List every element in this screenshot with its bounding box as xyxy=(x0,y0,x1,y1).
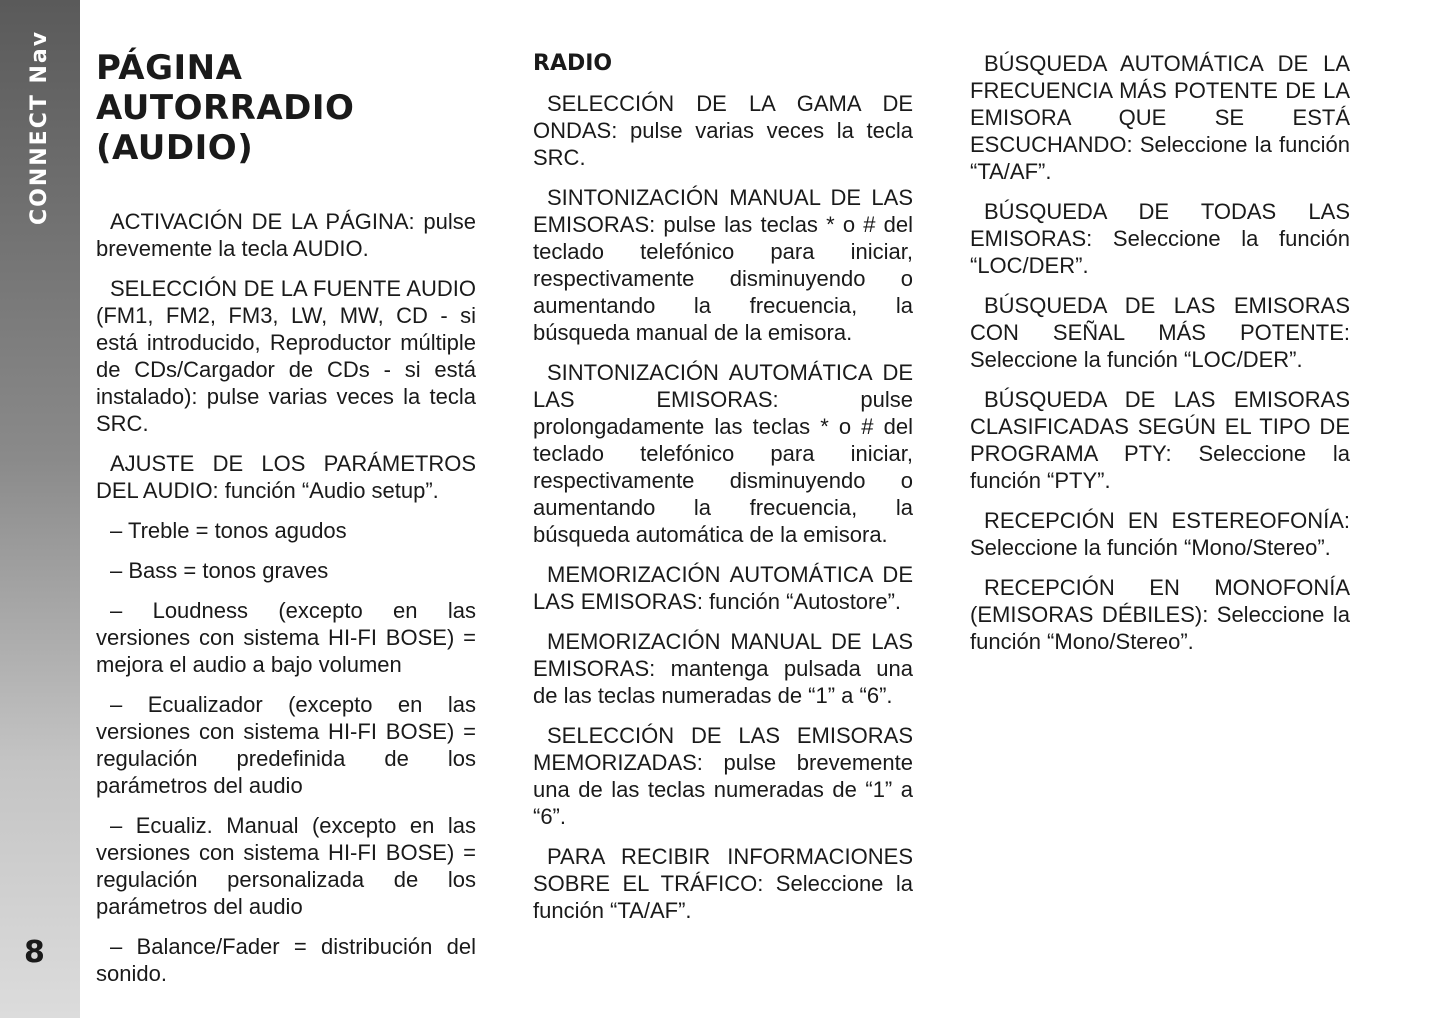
paragraph-traffic-info: PARA RECIBIR INFORMACIONES SOBRE EL TRÁFICO: Seleccione la función “TA/AF”. xyxy=(533,844,913,923)
page-title-line-2: AUTORRADIO xyxy=(96,88,355,128)
paragraph-all-stations: BÚSQUEDA DE TODAS LAS EMISORAS: Seleccione la función “LOC/DER”. xyxy=(970,199,1350,278)
list-item-balance-fader: – Balance/Fader = distribución del sonido. xyxy=(96,934,476,986)
paragraph-pty: BÚSQUEDA DE LAS EMISORAS CLASIFICADAS SEGÚN EL TIPO DE PROGRAMA PTY: Seleccione la función “PTY”. xyxy=(970,387,1350,493)
paragraph-preset-selection: SELECCIÓN DE LAS EMISORAS MEMORIZADAS: pulse brevemente una de las teclas numeradas de “1” a “6”. xyxy=(533,723,913,829)
list-item-equalizer: – Ecualizador (excepto en las versiones con sistema HI-FI BOSE) = regulación predefinida de los parámetros del audio xyxy=(96,692,476,798)
paragraph-audio-source: SELECCIÓN DE LA FUENTE AUDIO (FM1, FM2, FM3, LW, MW, CD - si está introducido, Reproductor múltiple de CDs/Cargador de CDs - si está instalado): pulse varias veces la tecla SRC. xyxy=(96,276,476,436)
paragraph-activation: ACTIVACIÓN DE LA PÁGINA: pulse brevemente la tecla AUDIO. xyxy=(96,209,476,261)
paragraph-autostore: MEMORIZACIÓN AUTOMÁTICA DE LAS EMISORAS: función “Autostore”. xyxy=(533,562,913,614)
list-item-loudness: – Loudness (excepto en las versiones con sistema HI-FI BOSE) = mejora el audio a bajo volumen xyxy=(96,598,476,677)
paragraph-band-selection: SELECCIÓN DE LA GAMA DE ONDAS: pulse varias veces la tecla SRC. xyxy=(533,91,913,170)
page-title-line-1: PÁGINA xyxy=(96,48,243,88)
column-search xyxy=(970,50,1350,668)
column-audio xyxy=(96,48,476,1000)
paragraph-mono: RECEPCIÓN EN MONOFONÍA (EMISORAS DÉBILES): Seleccione la función “Mono/Stereo”. xyxy=(970,575,1350,654)
sidebar-title: CONNECT Nav xyxy=(27,29,52,225)
paragraph-manual-tuning: SINTONIZACIÓN MANUAL DE LAS EMISORAS: pulse las teclas * o # del teclado telefónico para iniciar, respectivamente disminuyendo o aumentando la frecuencia, la búsqueda manual de la emisora. xyxy=(533,185,913,345)
paragraph-audio-settings: AJUSTE DE LOS PARÁMETROS DEL AUDIO: función “Audio setup”. xyxy=(96,451,476,503)
paragraph-strong-stations: BÚSQUEDA DE LAS EMISORAS CON SEÑAL MÁS POTENTE: Seleccione la función “LOC/DER”. xyxy=(970,293,1350,372)
list-item-treble: – Treble = tonos agudos xyxy=(110,518,347,543)
page-title-line-3: (AUDIO) xyxy=(96,128,254,168)
paragraph-stereo: RECEPCIÓN EN ESTEREOFONÍA: Seleccione la función “Mono/Stereo”. xyxy=(970,508,1350,560)
section-heading-radio: RADIO xyxy=(533,51,613,76)
paragraph-af-search: BÚSQUEDA AUTOMÁTICA DE LA FRECUENCIA MÁS POTENTE DE LA EMISORA QUE SE ESTÁ ESCUCHANDO: Seleccione la función “TA/AF”. xyxy=(970,51,1350,184)
paragraph-manual-memory: MEMORIZACIÓN MANUAL DE LAS EMISORAS: mantenga pulsada una de las teclas numeradas de “1” a “6”. xyxy=(533,629,913,708)
list-item-manual-equalizer: – Ecualiz. Manual (excepto en las versiones con sistema HI-FI BOSE) = regulación personalizada de los parámetros del audio xyxy=(96,813,476,919)
page-number: 8 xyxy=(24,935,45,970)
list-item-bass: – Bass = tonos graves xyxy=(110,558,329,583)
paragraph-auto-tuning: SINTONIZACIÓN AUTOMÁTICA DE LAS EMISORAS: pulse prolongadamente las teclas * o # del teclado telefónico para iniciar, respectivamente disminuyendo o aumentando la frecuencia, la búsqueda automática de la emisora. xyxy=(533,360,913,547)
sidebar xyxy=(0,0,80,1018)
page-title xyxy=(96,48,476,168)
column-radio xyxy=(533,50,913,937)
